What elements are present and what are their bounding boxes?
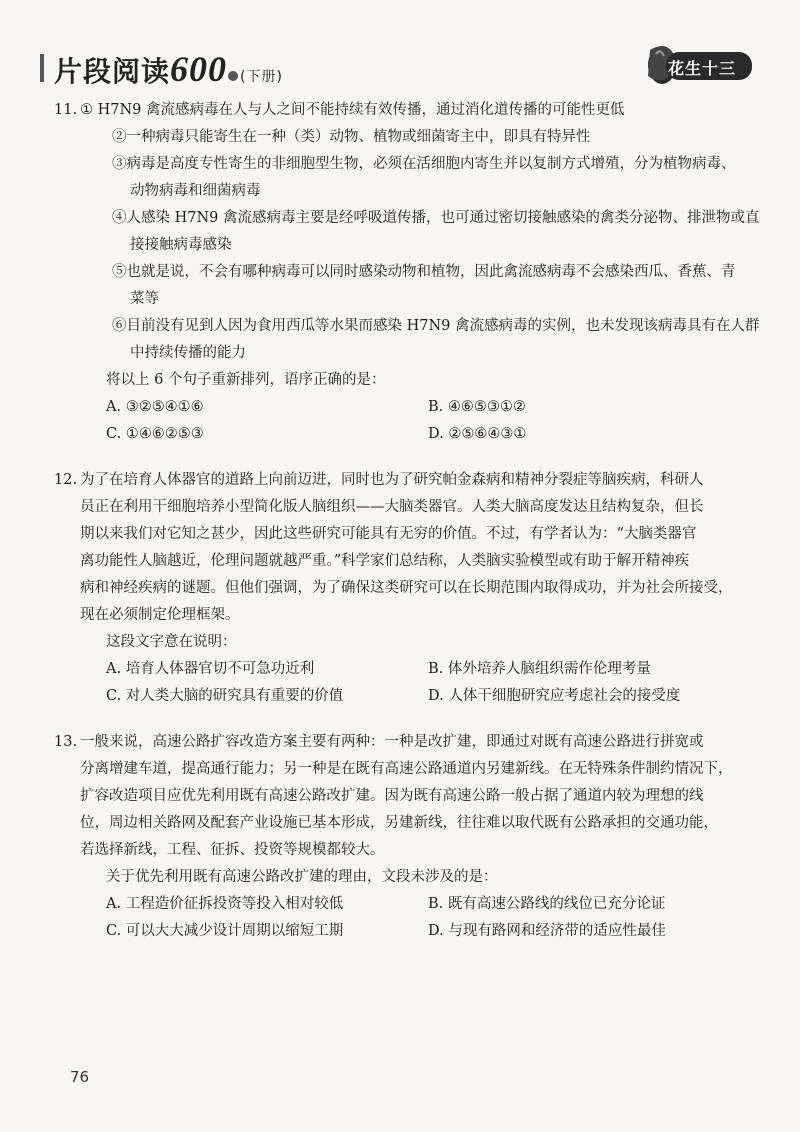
option-c[interactable]: C. ①④⑥②⑤③	[106, 426, 204, 442]
passage-line: 现在必须制定伦理框架。	[80, 607, 240, 623]
book-title	[54, 48, 283, 90]
page-header	[40, 44, 760, 94]
sentence-6: ⑥目前没有见到人因为食用西瓜等水果而感染 H7N9 禽流感病毒的实例，也未发现该病毒具有在人群	[112, 318, 760, 334]
passage-line: 分离增建车道，提高通行能力；另一种是在既有高速公路通道内另建新线。在无特殊条件制约情况下，	[80, 761, 733, 777]
sentence-2: ②一种病毒只能寄生在一种（类）动物、植物或细菌寄主中，即具有特异性	[112, 129, 591, 145]
option-c[interactable]: C. 对人类大脑的研究具有重要的价值	[106, 688, 344, 704]
sentence-4: ④人感染 H7N9 禽流感病毒主要是经呼吸道传播，也可通过密切接触感染的禽类分泌物、排泄物或直	[112, 210, 760, 226]
passage-line: 一般来说，高速公路扩容改造方案主要有两种：一种是改扩建，即通过对既有高速公路进行拼宽或	[80, 734, 704, 750]
options-row	[80, 891, 750, 918]
option-d[interactable]: D. 人体干细胞研究应考虑社会的接受度	[428, 688, 681, 704]
passage-line: 员正在利用干细胞培养小型简化版人脑组织——大脑类器官。人类大脑高度发达且结构复杂，但长	[80, 499, 704, 515]
question-prompt: 关于优先利用既有高速公路改扩建的理由，文段未涉及的是：	[106, 869, 498, 885]
question-11	[54, 97, 760, 448]
passage-line: 离功能性人脑越近，伦理问题就越严重。”科学家们总结称，人类脑实验模型或有助于解开精神疾	[80, 553, 690, 569]
sentence-6-cont: 中持续传播的能力	[130, 345, 246, 361]
question-12	[54, 467, 750, 710]
option-d[interactable]: D. ②⑤⑥④③①	[428, 426, 527, 442]
option-b[interactable]: B. 体外培养人脑组织需作伦理考量	[428, 661, 651, 677]
question-number: 13.	[54, 734, 78, 750]
question-prompt: 这段文字意在说明：	[106, 634, 237, 650]
options-row	[80, 683, 750, 710]
option-a[interactable]: A. 培育人体器官切不可急功近利	[106, 661, 315, 677]
brand-badge	[638, 44, 754, 86]
question-13	[54, 729, 750, 945]
option-a[interactable]: A. 工程造价征拆投资等投入相对较低	[106, 896, 344, 912]
options-row	[80, 394, 750, 421]
option-c[interactable]: C. 可以大大减少设计周期以缩短工期	[106, 923, 344, 939]
title-dot-icon	[228, 71, 238, 81]
passage-line: 若选择新线，工程、征拆、投资等规模都较大。	[80, 842, 385, 858]
options-row	[80, 918, 750, 945]
question-number: 12.	[54, 472, 78, 488]
question-prompt: 将以上 6 个句子重新排列，语序正确的是：	[106, 372, 386, 388]
passage-line: 期以来我们对它知之甚少，因此这些研究可能具有无穷的价值。不过，有学者认为：“大脑类器官	[80, 526, 697, 542]
passage-line: 病和神经疾病的谜题。但他们强调，为了确保这类研究可以在长期范围内取得成功，并为社会所接受，	[80, 580, 733, 596]
passage-line: 为了在培育人体器官的道路上向前迈进，同时也为了研究帕金森病和精神分裂症等脑疾病，科研人	[80, 472, 704, 488]
page-number: 76	[70, 1068, 90, 1086]
passage-line: 位，周边相关路网及配套产业设施已基本形成，另建新线，往往难以取代既有公路承担的交通功能，	[80, 815, 718, 831]
header-rule	[40, 54, 44, 82]
passage-line: 扩容改造项目应优先利用既有高速公路改扩建。因为既有高速公路一般占据了通道内较为理想的线	[80, 788, 704, 804]
question-number: 11.	[54, 102, 78, 118]
option-d[interactable]: D. 与现有路网和经济带的适应性最佳	[428, 923, 666, 939]
sentence-3: ③病毒是高度专性寄生的非细胞型生物，必须在活细胞内寄生并以复制方式增殖，分为植物病毒、	[112, 156, 736, 172]
sentence-3-cont: 动物病毒和细菌病毒	[130, 183, 261, 199]
option-b[interactable]: B. 既有高速公路线的线位已充分论证	[428, 896, 666, 912]
book-title-number: 600	[170, 49, 228, 89]
brand-badge-text: 花生十三	[668, 59, 737, 78]
sentence-4-cont: 接接触病毒感染	[130, 237, 232, 253]
options-row	[80, 421, 750, 448]
sentence-5: ⑤也就是说，不会有哪种病毒可以同时感染动物和植物，因此禽流感病毒不会感染西瓜、香蕉、青	[112, 264, 736, 280]
book-volume: (下册)	[240, 69, 283, 85]
options-row	[80, 656, 750, 683]
sentence-5-cont: 菜等	[130, 291, 159, 307]
sentence-1: ① H7N9 禽流感病毒在人与人之间不能持续有效传播，通过消化道传播的可能性更低	[80, 102, 625, 118]
option-b[interactable]: B. ④⑥⑤③①②	[428, 399, 526, 415]
option-a[interactable]: A. ③②⑤④①⑥	[106, 399, 204, 415]
book-title-text: 片段阅读	[54, 55, 171, 88]
